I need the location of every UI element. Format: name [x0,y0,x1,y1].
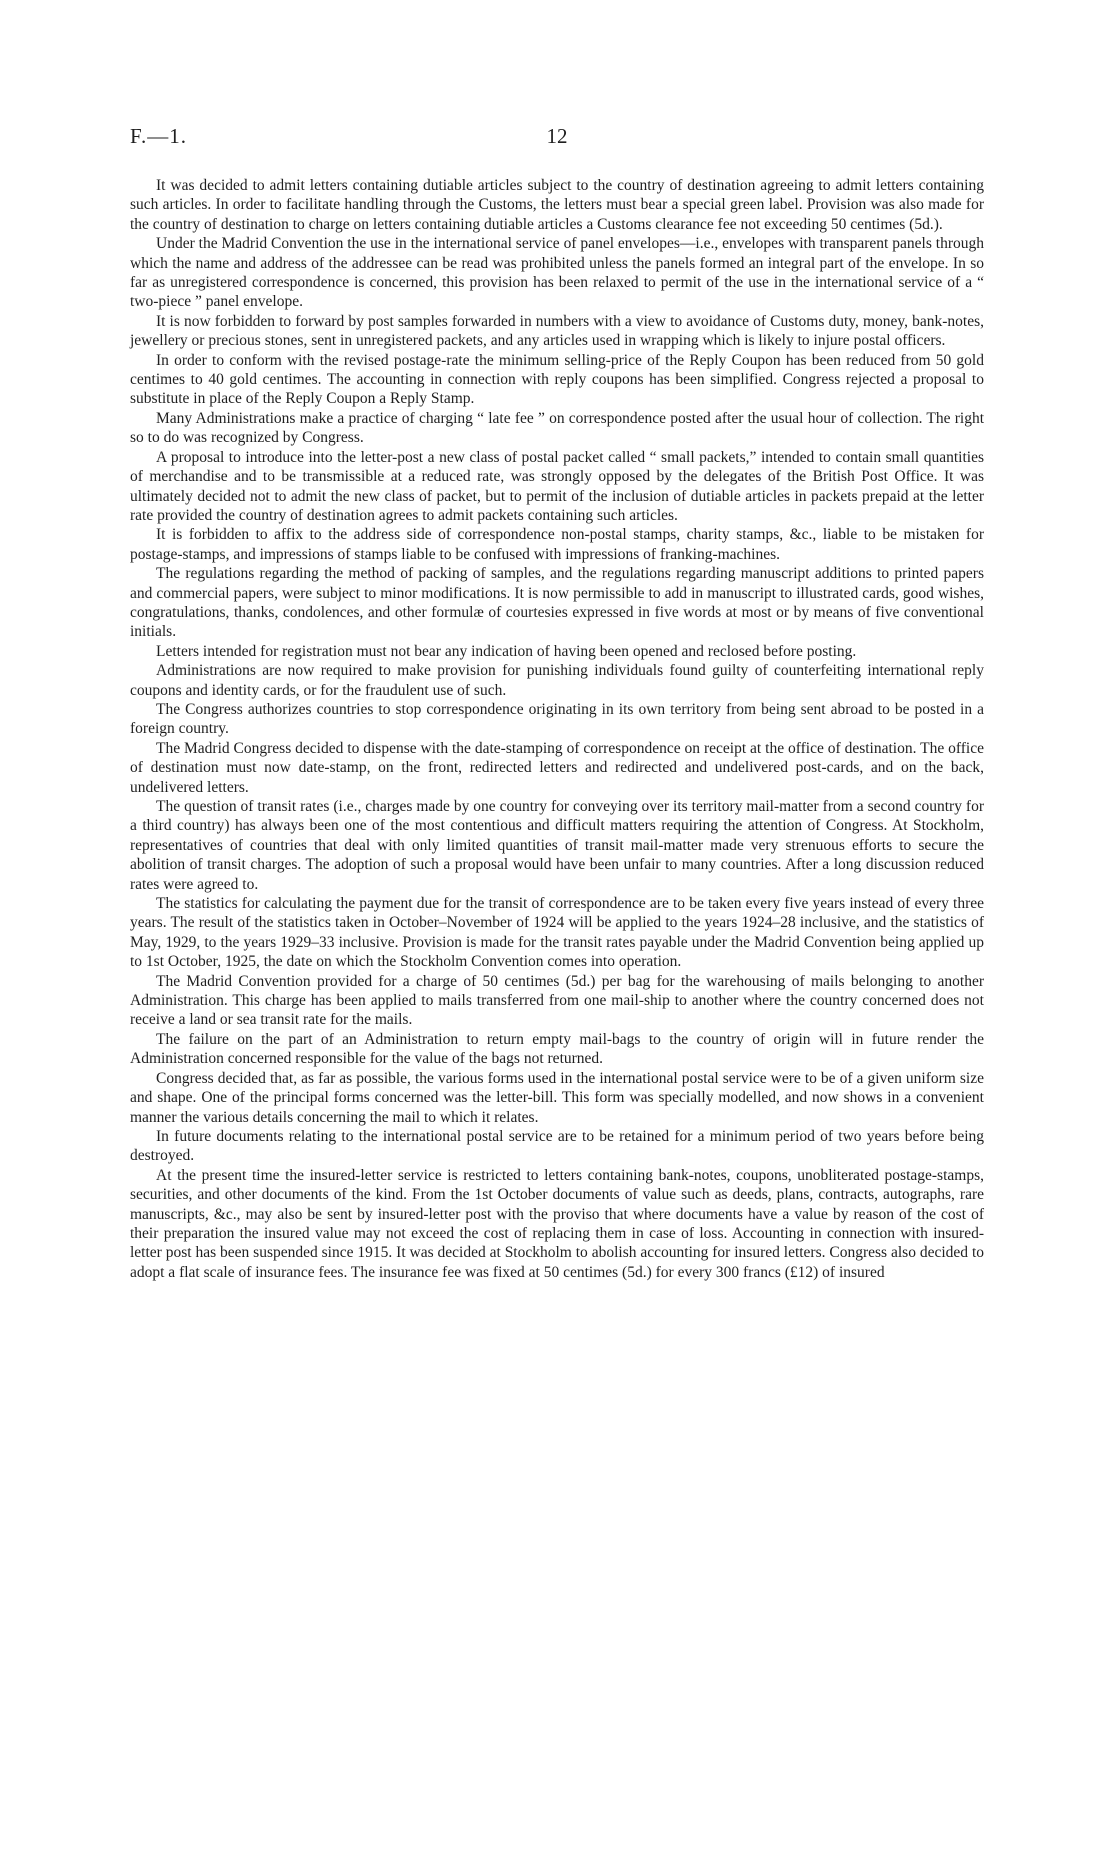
paragraph-registration: Letters intended for registration must not bear any indication of having been opened and reclosed before posting. [156,642,857,660]
page-header [130,124,984,154]
paragraph-counterfeiting: Administrations are now required to make provision for punishing individuals found guilty of counterfeiting international reply coupons and identity cards, or for the fraudulent use of such. [130,662,984,699]
paragraph-forbidden-samples: It is now forbidden to forward by post samples forwarded in numbers with a view to avoidance of Customs duty, money, bank-notes, jewellery or precious stones, sent in unregistered packets, and any articles used in wrapping which is likely to injure postal officers. [130,312,984,350]
paragraph-small-packets: A proposal to introduce into the letter-post a new class of postal packet called “ small packets,” intended to contain small quantities of merchandise and to be transmissible at a reduced rate, was strongly opposed by the delegates of the British Post Office. It was ultimately decided not to admit the new class of packet, but to permit of the inclusion of dutiable articles in packets prepaid at the letter rate provided the country of destination agrees to admit packets containing such articles. [130,448,984,524]
paragraph-documents-retention: In future documents relating to the international postal service are to be retained for a minimum period of two years before being destroyed. [130,1127,984,1165]
paragraph-panel-envelopes: Under the Madrid Convention the use in the international service of panel envelopes—i.e., envelopes with transparent panels through which the name and address of the addressee can be read was prohibited unless the panels formed an integral part of the envelope. In so far as unregistered correspondence is concerned, this provision has been relaxed to permit of the use in the international service of a “ two-piece ” panel envelope. [130,235,984,311]
paragraph-stop-correspondence: The Congress authorizes countries to stop correspondence originating in its own territory from being sent abroad to be posted in a foreign country. [130,700,984,738]
paragraph-forms: Congress decided that, as far as possible, the various forms used in the international postal service were to be of a given uniform size and shape. One of the principal forms concerned was the letter-bill. This form was specially modelled, and now shows in a convenient manner the various details concerning the mail to which it relates. [130,1069,984,1126]
page-number: 12 [546,124,568,148]
paragraph-transit-rates: The question of transit rates (i.e., charges made by one country for conveying over its territory mail-matter from a second country for a third country) has always been one of the most contentious and difficult matters requiring the attention of Congress. At Stockholm, representatives of countries that deal with only limited quantities of transit mail-matter made very strenuous efforts to secure the abolition of transit charges. The adoption of such a proposal would have been unfair to many countries. After a long discussion reduced rates were agreed to. [130,798,984,893]
paragraph-non-postal-stamps: It is forbidden to affix to the address side of correspondence non-postal stamps, charity stamps, &c., liable to be mistaken for postage-stamps, and impressions of stamps liable to be confused with impressions of franking-machines. [130,526,984,563]
paragraph-warehousing-charge: The Madrid Convention provided for a charge of 50 centimes (5d.) per bag for the warehousing of mails belonging to another Administration. This charge has been applied to mails transferred from one mail-ship to another where the country concerned does not receive a land or sea transit rate for the mails. [130,972,984,1029]
paragraph-packing-regulations: The regulations regarding the method of packing of samples, and the regulations regarding manuscript additions to printed papers and commercial papers, were subject to minor modifications. It is now permissible to add in manuscript to illustrated cards, good wishes, congratulations, thanks, condolences, and other formulæ of courtesies expressed in five words at most or by means of five conventional initials. [130,565,984,641]
paragraph-transit-statistics: The statistics for calculating the payment due for the transit of correspondence are to be taken every five years instead of every three years. The result of the statistics taken in October–November of 1924 will be applied to the years 1924–28 inclusive, and the statistics of May, 1929, to the years 1929–33 inclusive. Provision is made for the transit rates payable under the Madrid Convention being applied up to 1st October, 1925, the date on which the Stockholm Convention comes into operation. [130,895,984,971]
paragraph-insured-letters: At the present time the insured-letter service is restricted to letters containing bank-notes, coupons, unobliterated postage-stamps, securities, and other documents of the kind. From the 1st October documents of value such as deeds, plans, contracts, autographs, rare manuscripts, &c., may also be sent by insured-letter post with the proviso that where documents have a value by reason of the cost of their preparation the insured value may not exceed the cost of replacing them in case of loss. Accounting in connection with insured-letter post has been suspended since 1915. It was decided at Stockholm to abolish accounting for insured letters. Congress also decided to adopt a flat scale of insurance fees. The insurance fee was fixed at 50 centimes (5d.) for every 300 francs (£12) of insured [130,1166,984,1281]
paragraph-reply-coupon: In order to conform with the revised postage-rate the minimum selling-price of the Reply Coupon has been reduced from 50 gold centimes to 40 gold centimes. The accounting in connection with reply coupons has been simplified. Congress rejected a proposal to substitute in place of the Reply Coupon a Reply Stamp. [130,351,984,408]
paragraph-mail-bags: The failure on the part of an Administration to return empty mail-bags to the country of origin will in future render the Administration concerned responsible for the value of the bags not returned. [130,1030,984,1068]
paragraph-date-stamping: The Madrid Congress decided to dispense with the date-stamping of correspondence on receipt at the office of destination. The office of destination must now date-stamp, on the front, redirected letters and redirected and undelivered post-cards, and on the back, undelivered letters. [130,739,984,796]
body-text [130,176,984,1282]
paragraph-dutiable-letters: It was decided to admit letters containing dutiable articles subject to the country of destination agreeing to admit letters containing such articles. In order to facilitate handling through the Customs, the letters must bear a special green label. Provision was also made for the country of destination to charge on letters containing dutiable articles a Customs clearance fee not exceeding 50 centimes (5d.). [130,177,984,233]
document-reference: F.—1. [130,124,187,148]
paragraph-late-fee: Many Administrations make a practice of charging “ late fee ” on correspondence posted after the usual hour of collection. The right so to do was recognized by Congress. [130,409,984,447]
